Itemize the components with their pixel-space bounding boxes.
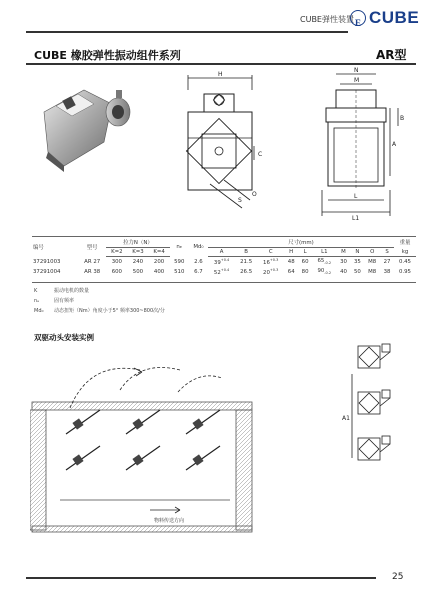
cell-k3: 500 bbox=[132, 268, 144, 275]
cell-N: 35 bbox=[353, 258, 361, 265]
dim-B: B bbox=[400, 115, 405, 122]
cell-O: M8 bbox=[368, 268, 377, 275]
section-title: 双驱动头安装实例 bbox=[34, 333, 94, 342]
series-title: CUBE 橡胶弹性振动组件系列 bbox=[34, 49, 181, 62]
col-force-group: 拉力N（N） bbox=[106, 237, 169, 248]
installation-diagram bbox=[30, 350, 276, 540]
cell-B: 21.5 bbox=[240, 258, 253, 265]
col-code: 编号 bbox=[33, 244, 44, 251]
col-md: Md₀ bbox=[193, 243, 204, 250]
cell-H: 48 bbox=[287, 258, 295, 265]
cell-type: AR 27 bbox=[84, 258, 101, 265]
table-row bbox=[32, 257, 416, 267]
dim-A: A bbox=[392, 141, 397, 148]
col-L: L bbox=[298, 248, 312, 257]
cell-L1: $90_{-0.2}$ bbox=[317, 268, 332, 276]
note-ne: nₑ 固有频率 bbox=[34, 298, 75, 304]
cell-type: AR 38 bbox=[84, 268, 101, 275]
cell-C: $20^{+0.3}$ bbox=[263, 267, 279, 276]
col-L1: L1 bbox=[312, 248, 337, 257]
cell-md: 6.7 bbox=[194, 268, 203, 275]
note-k: K 振动电机的数量 bbox=[34, 288, 90, 294]
col-ne: nₑ bbox=[176, 243, 183, 250]
note-md: Md₀ 动态扭矩（Nm）角度小于5° 频率300~800次/分 bbox=[34, 308, 165, 314]
logo-text: CUBE bbox=[369, 8, 420, 27]
dim-L: L bbox=[354, 193, 358, 200]
col-weight-group: 重量 bbox=[399, 240, 411, 247]
cell-md: 2.6 bbox=[194, 258, 203, 265]
header-label: CUBE弹性装置 bbox=[300, 15, 354, 24]
cell-ne: 510 bbox=[174, 268, 185, 275]
cell-O: M8 bbox=[368, 258, 377, 265]
col-S: S bbox=[380, 248, 394, 257]
cell-L: 80 bbox=[301, 268, 309, 275]
cell-k4: 400 bbox=[153, 268, 165, 275]
cell-S: 38 bbox=[383, 268, 391, 275]
col-O: O bbox=[364, 248, 380, 257]
cell-A: $52^{+0.4}$ bbox=[213, 267, 230, 276]
dim-H: H bbox=[218, 71, 223, 78]
title-rule bbox=[26, 63, 416, 65]
side-installation-diagram bbox=[340, 340, 420, 470]
cell-k2: 600 bbox=[111, 268, 122, 275]
model-title: AR型 bbox=[376, 48, 407, 62]
col-k4: K=4 bbox=[149, 248, 170, 257]
dim-A1: A1 bbox=[342, 415, 350, 422]
col-type: 型号 bbox=[86, 244, 98, 251]
side-view-drawing bbox=[314, 66, 414, 224]
col-H: H bbox=[284, 248, 298, 257]
cell-S: 27 bbox=[383, 258, 391, 265]
cell-kg: 0.45 bbox=[398, 258, 411, 265]
dim-M: M bbox=[354, 77, 360, 84]
cell-ne: 590 bbox=[174, 258, 185, 265]
cell-kg: 0.95 bbox=[398, 268, 411, 275]
cell-C: $16^{+0.3}$ bbox=[263, 258, 279, 266]
footer-rule bbox=[26, 577, 376, 579]
col-B: B bbox=[235, 248, 257, 257]
col-k3: K=3 bbox=[127, 248, 148, 257]
header-rule bbox=[26, 31, 348, 33]
dim-C: C bbox=[258, 151, 263, 158]
logo-mark: E bbox=[354, 18, 361, 28]
cell-B: 26.5 bbox=[240, 268, 253, 275]
col-kg: kg bbox=[394, 248, 416, 257]
dim-L1: L1 bbox=[352, 215, 360, 222]
spec-table bbox=[32, 236, 416, 277]
cube-logo-icon bbox=[350, 10, 366, 26]
dim-O: O bbox=[252, 191, 257, 198]
cell-H: 64 bbox=[287, 268, 295, 275]
product-photo bbox=[34, 82, 134, 172]
table-bottom-rule bbox=[32, 282, 416, 283]
cell-M: 40 bbox=[340, 268, 347, 275]
cell-k3: 240 bbox=[132, 258, 144, 265]
diagram-label: 物料传送方向 bbox=[154, 518, 185, 524]
cell-code: 37291003 bbox=[33, 258, 61, 265]
cell-k4: 200 bbox=[153, 258, 165, 265]
col-M: M bbox=[337, 248, 351, 257]
col-dim-group: 尺寸(mm) bbox=[208, 237, 394, 248]
cell-N: 50 bbox=[353, 268, 361, 275]
cell-L1: $65_{-0.2}$ bbox=[317, 258, 332, 266]
col-k2: K=2 bbox=[106, 248, 127, 257]
col-N: N bbox=[350, 248, 364, 257]
cell-A: $39^{+0.4}$ bbox=[213, 258, 230, 266]
page-number: 25 bbox=[392, 572, 404, 582]
col-A: A bbox=[208, 248, 235, 257]
table-row bbox=[32, 267, 416, 277]
dim-S: S bbox=[238, 197, 242, 204]
dim-N: N bbox=[354, 67, 359, 74]
front-view-drawing bbox=[180, 68, 280, 218]
cell-M: 30 bbox=[340, 258, 347, 265]
cell-k2: 300 bbox=[111, 258, 122, 265]
cell-code: 37291004 bbox=[33, 268, 61, 275]
col-C: C bbox=[257, 248, 284, 257]
cell-L: 60 bbox=[301, 258, 309, 265]
